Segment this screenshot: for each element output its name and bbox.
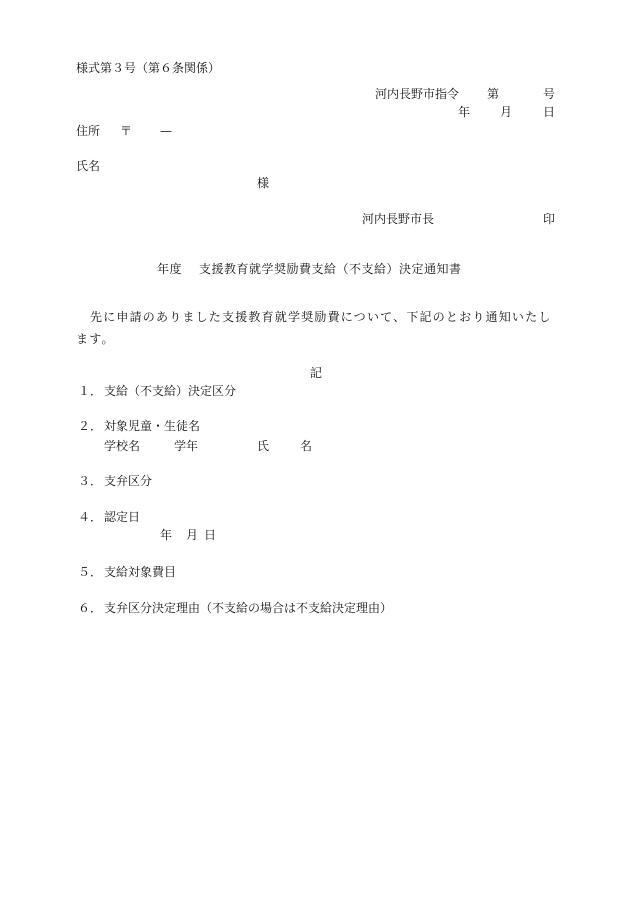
item-3-number: ３． <box>78 474 103 488</box>
item-6-number: ６． <box>78 601 103 615</box>
item-1-number: １． <box>78 384 103 398</box>
item-2-number: ２． <box>78 419 103 433</box>
item-3-label: 支弁区分 <box>104 474 153 488</box>
student-name-label-2: 名 <box>300 439 313 453</box>
postal-mark: 〒 <box>120 124 133 138</box>
item-4-label: 認定日 <box>104 510 141 524</box>
title-year: 年度 <box>157 262 183 276</box>
document-title: 支援教育就学奨励費支給（不支給）決定通知書 <box>199 262 462 276</box>
issuer-ref-number-prefix: 第 <box>487 87 500 101</box>
item-1-label: 支給（不支給）決定区分 <box>104 384 237 398</box>
seal-mark: 印 <box>543 212 556 226</box>
item-6-label: 支弁区分決定理由（不支給の場合は不支給決定理由） <box>104 601 393 615</box>
date-year: 年 <box>458 105 471 119</box>
item-5-label: 支給対象費目 <box>104 565 177 579</box>
name-honorific: 様 <box>257 176 270 190</box>
item-2-label: 対象児童・生徒名 <box>104 419 201 433</box>
body-text: 先に申請のありました支援教育就学奨励費について、下記のとおり通知いたします。 <box>76 310 552 346</box>
item-5-number: ５． <box>78 565 103 579</box>
date-day: 日 <box>543 105 556 119</box>
cert-date-day: 日 <box>204 528 217 542</box>
item-4-number: ４． <box>78 510 103 524</box>
cert-date-month: 月 <box>186 528 199 542</box>
postal-dash: — <box>160 124 172 138</box>
cert-date-year: 年 <box>160 528 173 542</box>
date-month: 月 <box>500 105 513 119</box>
name-label: 氏名 <box>76 159 101 173</box>
form-label: 様式第３号（第６条関係） <box>76 61 221 75</box>
school-name-label: 学校名 <box>104 439 141 453</box>
issuer-ref-number-suffix: 号 <box>543 87 556 101</box>
sender-title: 河内長野市長 <box>362 212 435 226</box>
issuer-ref-org: 河内長野市指令 <box>375 87 460 101</box>
ki-marker: 記 <box>310 366 323 380</box>
grade-label: 学年 <box>174 439 199 453</box>
address-label: 住所 <box>76 124 101 138</box>
student-name-label-1: 氏 <box>257 439 270 453</box>
